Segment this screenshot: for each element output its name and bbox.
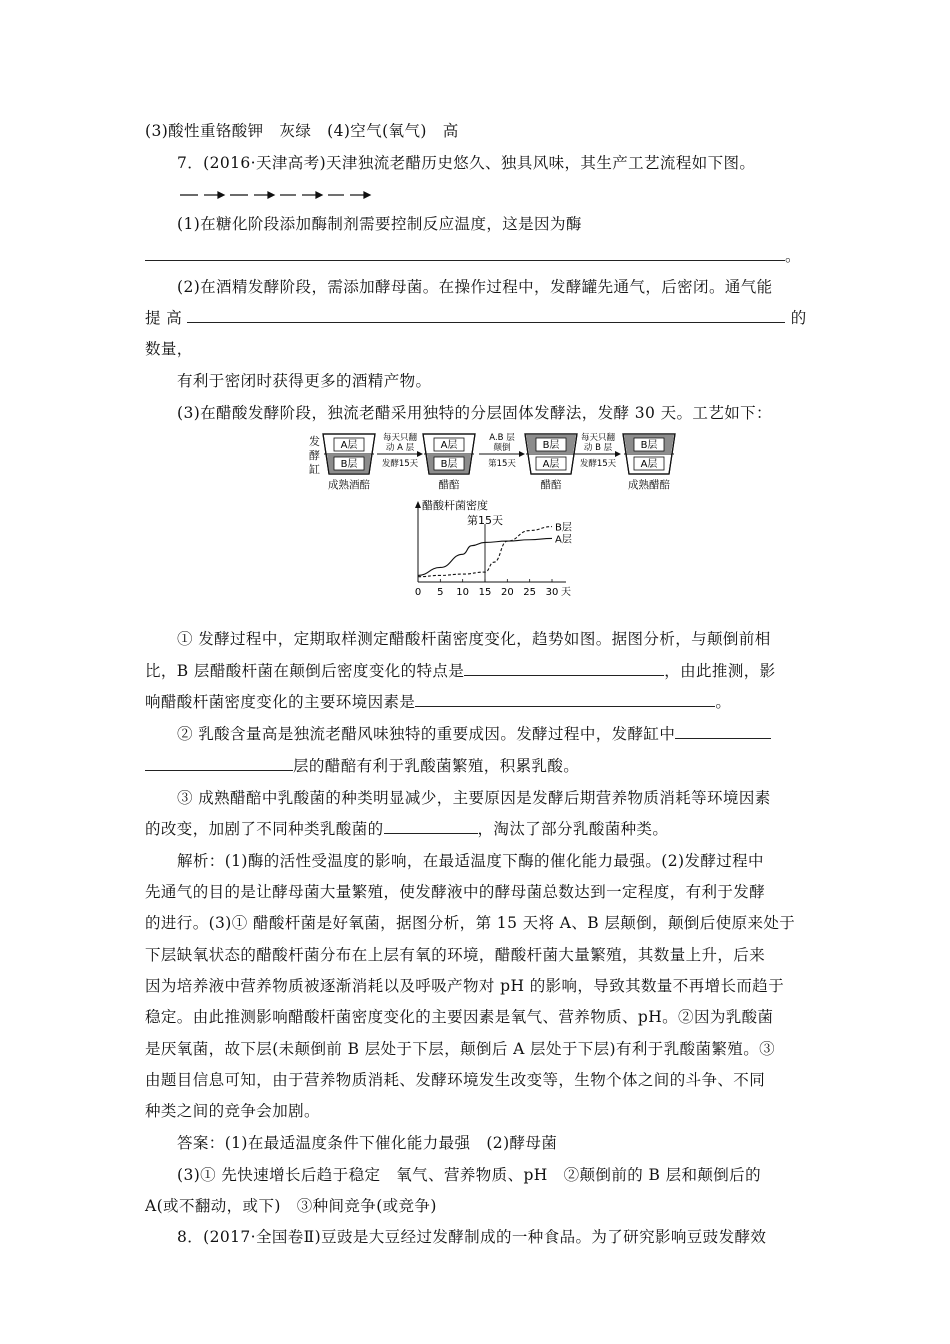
x-tick-label: 0 xyxy=(414,587,422,598)
solution-line: 由题目信息可知，由于营养物质消耗、发酵环境发生改变等，生物个体之间的斗争、不同 xyxy=(145,1071,766,1089)
question-7-part-1: (1)在糖化阶段添加酶制剂需要控制反应温度，这是因为酶 xyxy=(177,215,582,233)
process-arrow xyxy=(377,432,423,469)
answer-blank[interactable] xyxy=(675,724,771,739)
answer-line xyxy=(177,723,771,745)
sub-question-1: ① 发酵过程中，定期取样测定醋酸杆菌密度变化，趋势如图。据图分析，与颠倒前相 xyxy=(177,630,771,648)
answer-line xyxy=(145,691,731,713)
arrow-label: 发酵15天 xyxy=(381,459,419,469)
question-7-part-2: (2)在酒精发酵阶段，需添加酵母菌。在操作过程中，发酵罐先通气，后密闭。通气能 xyxy=(177,278,773,296)
text-line: 数量， xyxy=(145,340,193,358)
x-axis-unit: 天 xyxy=(561,587,571,598)
placeholder-flow-arrows xyxy=(178,189,378,201)
answer-blank[interactable] xyxy=(145,246,785,261)
side-label-char: 缸 xyxy=(309,463,320,476)
layer-label: B层 xyxy=(340,459,358,470)
sub-question-3: ③ 成熟醋醅中乳酸菌的种类明显减少，主要原因是发酵后期营养物质消耗等环境因素 xyxy=(177,789,771,807)
arrow-label: 发酵15天 xyxy=(579,459,617,469)
text-fragment: 的改变，加剧了不同种类乳酸菌的 xyxy=(145,820,384,838)
answer-key-line: 答案：(1)在最适温度条件下催化能力最强 (2)酵母菌 xyxy=(177,1134,558,1152)
side-label-char: 发 xyxy=(309,435,320,448)
vat-caption: 醋醅 xyxy=(540,479,562,491)
text-line: (3)酸性重铬酸钾 灰绿 (4)空气(氧气) 高 xyxy=(145,122,459,140)
answer-key-line: (3)① 先快速增长后趋于稳定 氧气、营养物质、pH ②颠倒前的 B 层和颠倒后的 xyxy=(177,1166,761,1184)
solution-line: 先通气的目的是让酵母菌大量繁殖，使发酵液中的酵母菌总数达到一定程度，有利于发酵 xyxy=(145,883,766,901)
side-label-char: 酵 xyxy=(309,449,320,462)
fermentation-vat xyxy=(423,434,475,491)
text-line: 有利于密闭时获得更多的酒精产物。 xyxy=(177,372,432,390)
layer-label: A层 xyxy=(340,440,358,451)
arrow-label: 颠倒 xyxy=(493,443,511,453)
vat-caption: 醋醅 xyxy=(438,479,460,491)
text-fragment: ，淘汰了部分乳酸菌种类。 xyxy=(477,820,669,838)
solution-line: 下层缺氧状态的醋酸杆菌分布在上层有氧的环境，醋酸杆菌大量繁殖，其数量上升，后来 xyxy=(145,946,766,964)
answer-line xyxy=(145,755,579,777)
process-arrow xyxy=(479,433,525,469)
layer-label: B层 xyxy=(440,459,458,470)
vat-caption: 成熟醋醅 xyxy=(628,479,670,491)
x-tick-label: 30 xyxy=(545,587,559,598)
y-axis-arrow xyxy=(415,501,421,508)
layer-label: A层 xyxy=(542,459,560,470)
solution-line: 因为培养液中营养物质被逐渐消耗以及呼吸产物对 pH 的影响，导致其数量不再增长而趋于 xyxy=(145,977,785,995)
answer-line xyxy=(145,818,668,840)
fermentation-vat xyxy=(525,434,577,491)
x-tick-label: 25 xyxy=(523,587,537,598)
process-arrow xyxy=(575,432,621,469)
layer-label: A层 xyxy=(440,440,458,451)
fermentation-process-diagram xyxy=(305,428,690,494)
solution-line: 的进行。(3)① 醋酸杆菌是好氧菌，据图分析，第 15 天将 A、B 层颠倒，颠倒后使原来处于 xyxy=(145,914,796,932)
answer-blank[interactable] xyxy=(384,819,478,834)
arrow-label: 每天只翻 xyxy=(382,433,418,443)
x-tick-label: 20 xyxy=(500,587,514,598)
series-label: A层 xyxy=(555,534,572,546)
bacteria-density-chart xyxy=(402,496,574,600)
answer-line xyxy=(145,660,776,682)
text-fragment: ，由此推测，影 xyxy=(664,662,776,680)
question-7-part-3: (3)在醋酸发酵阶段，独流老醋采用独特的分层固体发酵法，发酵 30 天。工艺如下： xyxy=(177,404,772,422)
y-axis-label: 醋酸杆菌密度 xyxy=(422,499,488,512)
arrow-label: 动 A 层 xyxy=(385,443,415,453)
answer-line xyxy=(145,307,807,329)
answer-blank[interactable] xyxy=(464,661,664,676)
x-tick-label: 15 xyxy=(478,587,492,598)
text-fragment: ② 乳酸含量高是独流老醋风味独特的重要成因。发酵过程中，发酵缸中 xyxy=(177,725,676,743)
solution-line: 稳定。由此推测影响醋酸杆菌密度变化的主要因素是氧气、营养物质、pH。②因为乳酸菌 xyxy=(145,1008,774,1026)
text-fragment: 的 xyxy=(790,309,807,327)
arrow-label: 动 B 层 xyxy=(583,443,613,453)
arrow-label: 第15天 xyxy=(488,459,516,469)
layer-label: B层 xyxy=(542,440,560,451)
answer-blank[interactable] xyxy=(187,308,785,323)
vat-caption: 成熟酒醅 xyxy=(328,479,370,491)
text-fragment: 层的醋醅有利于乳酸菌繁殖，积累乳酸。 xyxy=(293,757,580,775)
fermentation-vat xyxy=(623,434,675,491)
text-fragment: 响醋酸杆菌密度变化的主要环境因素是 xyxy=(145,693,416,711)
arrow-label: 每天只翻 xyxy=(580,433,616,443)
period: 。 xyxy=(785,247,801,265)
day-15-annotation: 第15天 xyxy=(467,514,503,527)
layer-label: B层 xyxy=(640,440,658,451)
answer-line xyxy=(145,245,801,267)
text-fragment: 。 xyxy=(715,693,732,711)
fermentation-vat xyxy=(323,434,375,491)
answer-blank[interactable] xyxy=(415,692,715,707)
x-tick-label: 10 xyxy=(456,587,470,598)
answer-blank[interactable] xyxy=(145,756,293,771)
layer-label: A层 xyxy=(640,459,658,470)
answer-key-line: A(或不翻动，或下) ③种间竞争(或竞争) xyxy=(145,1197,437,1215)
series-label: B层 xyxy=(555,522,572,534)
solution-line: 种类之间的竞争会加剧。 xyxy=(145,1102,320,1120)
solution-line: 是厌氧菌，故下层(未颠倒前 B 层处于下层，颠倒后 A 层处于下层)有利于乳酸菌繁殖。③ xyxy=(145,1040,775,1058)
text-fragment: 提 高 xyxy=(145,309,183,327)
text-fragment: 比，B 层醋酸杆菌在颠倒后密度变化的特点是 xyxy=(145,662,465,680)
question-8-stem: 8．(2017·全国卷Ⅱ)豆豉是大豆经过发酵制成的一种食品。为了研究影响豆豉发酵效 xyxy=(177,1228,767,1246)
solution-line: 解析：(1)酶的活性受温度的影响，在最适温度下酶的催化能力最强。(2)发酵过程中 xyxy=(177,852,764,870)
arrow-label: A.B 层 xyxy=(489,433,515,443)
question-7-stem: 7．(2016·天津高考)天津独流老醋历史悠久、独具风味，其生产工艺流程如下图。 xyxy=(177,154,756,172)
x-tick-label: 5 xyxy=(437,587,444,598)
